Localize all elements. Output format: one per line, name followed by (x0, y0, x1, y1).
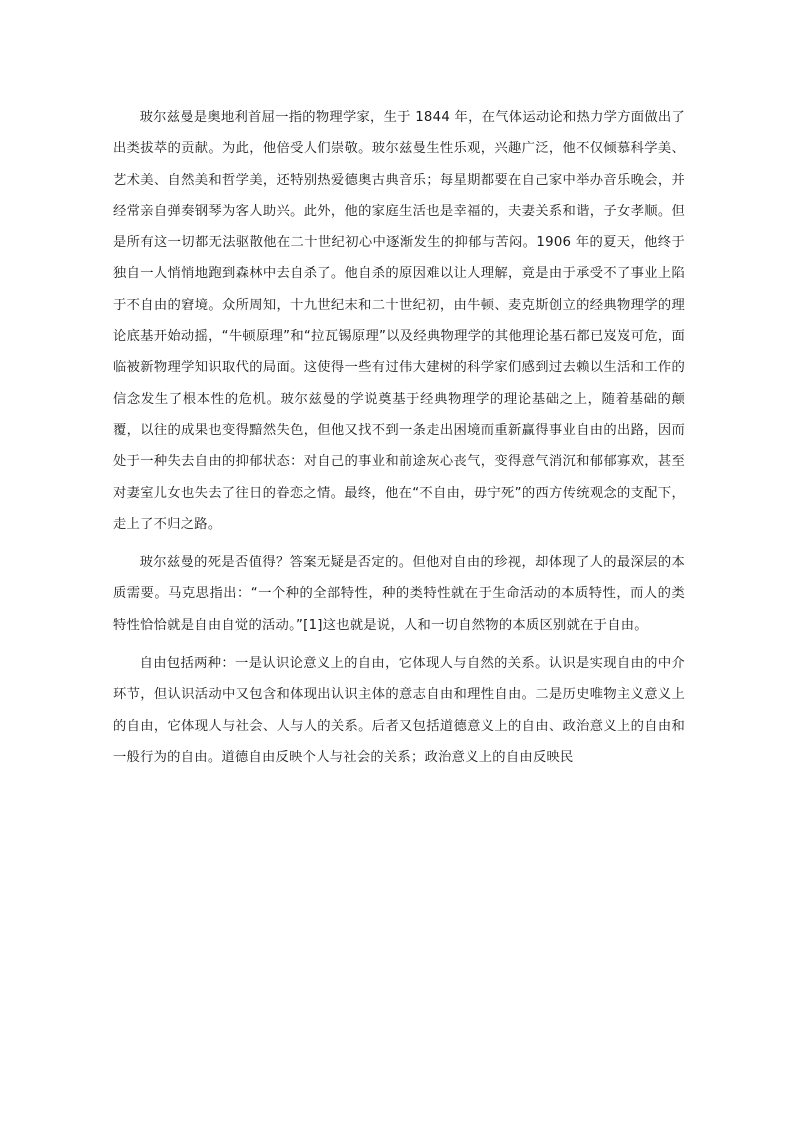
paragraph-boltzmann-biography: 玻尔兹曼是奥地利首屈一指的物理学家，生于 1844 年，在气体运动论和热力学方面做出了出类拔萃的贡献。为此，他倍受人们崇敬。玻尔兹曼生性乐观，兴趣广泛，他不仅倾慕科学美、艺术美、自然美和哲学美，还特别热爱德奥古典音乐；每星期都要在自己家中举办音乐晚会，并经常亲自弹奏钢琴为客人助兴。此外，他的家庭生活也是幸福的，夫妻关系和谐，子女孝顺。但是所有这一切都无法驱散他在二十世纪初心中逐渐发生的抑郁与苦闷。1906 年的夏天，他终于独自一人悄悄地跑到森林中去自杀了。他自杀的原因难以让人理解，竟是由于承受不了事业上陷于不自由的窘境。众所周知，十九世纪末和二十世纪初，由牛顿、麦克斯创立的经典物理学的理论底基开始动摇，“牛顿原理”和“拉瓦锡原理”以及经典物理学的其他理论基石都已岌岌可危，面临被新物理学知识取代的局面。这使得一些有过伟大建树的科学家们感到过去赖以生活和工作的信念发生了根本性的危机。玻尔兹曼的学说奠基于经典物理学的理论基础之上，随着基础的颠覆，以往的成果也变得黯然失色，但他又找不到一条走出困境而重新赢得事业自由的出路，因而处于一种失去自由的抑郁状态：对自己的事业和前途灰心丧气，变得意气消沉和郁郁寡欢，甚至对妻室儿女也失去了往日的眷恋之情。最终，他在“不自由，毋宁死”的西方传统观念的支配下，走上了不归之路。 (113, 110, 685, 532)
paragraph-death-and-freedom: 玻尔兹曼的死是否值得？答案无疑是否定的。但他对自由的珍视，却体现了人的最深层的本质需要。马克思指出：“一个种的全部特性，种的类特性就在于生命活动的本质特性，而人的类特性恰恰就是自由自觉的活动。”[1]这也就是说，人和一切自然物的本质区别就在于自由。 (113, 555, 685, 633)
document-body (113, 102, 685, 780)
paragraph-types-of-freedom: 自由包括两种：一是认识论意义上的自由，它体现人与自然的关系。认识是实现自由的中介环节，但认识活动中又包含和体现出认识主体的意志自由和理性自由。二是历史唯物主义意义上的自由，它体现人与社会、人与人的关系。后者又包括道德意义上的自由、政治意义上的自由和一般行为的自由。道德自由反映个人与社会的关系；政治意义上的自由反映民 (113, 656, 685, 765)
